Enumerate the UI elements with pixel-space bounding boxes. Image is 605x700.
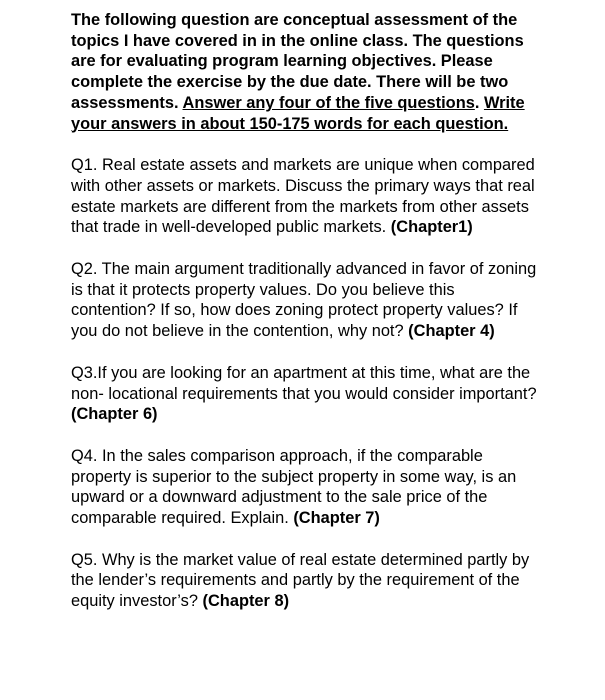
question-2-text: Q2. The main argument traditionally advanced in favor of zoning is that it protects property values. Do you believe this contention? If so, how does zoning protect property values? If you do not believe in the contention, why not? — [71, 260, 537, 341]
instructions-text: The following question are conceptual assessment of the topics I have covered in in the online class. The questions are for evaluating program learning objectives. Please complete the exercise by the due date. There will be two assessments. — [71, 11, 524, 112]
question-1 — [71, 155, 541, 238]
instructions-underline-word-count: Write your answers in about 150-175 words for each question. — [71, 93, 525, 133]
instructions-separator: . — [474, 93, 484, 112]
question-4-text: Q4. In the sales comparison approach, if the comparable property is superior to the subject property in some way, is an upward or a downward adjustment to the sale price of the comparable required. Explain. — [71, 446, 517, 528]
document-page — [71, 10, 541, 612]
question-3 — [71, 363, 541, 425]
question-5-chapter: (Chapter 8) — [202, 592, 290, 611]
question-4 — [71, 446, 541, 529]
instructions-paragraph — [71, 10, 541, 134]
question-5-text: Q5. Why is the market value of real estate determined partly by the lender’s requirements and partly by the requirement of the equity investor’s? — [71, 550, 530, 611]
instructions-underline-answer-four: Answer any four of the five questions — [182, 93, 475, 112]
question-2-chapter: (Chapter 4) — [408, 322, 495, 341]
question-4-chapter: (Chapter 7) — [293, 509, 380, 528]
question-1-chapter: (Chapter1) — [390, 218, 473, 237]
question-2 — [71, 259, 541, 342]
question-5 — [71, 550, 541, 612]
question-1-text: Q1. Real estate assets and markets are unique when compared with other assets or markets. Discuss the primary ways that real estate markets are different from the markets from other assets that trade in well-developed public markets. — [71, 156, 535, 237]
question-3-text: Q3.If you are looking for an apartment at this time, what are the non- locational requirements that you would consider important? — [71, 363, 537, 403]
question-3-chapter: (Chapter 6) — [71, 405, 158, 424]
